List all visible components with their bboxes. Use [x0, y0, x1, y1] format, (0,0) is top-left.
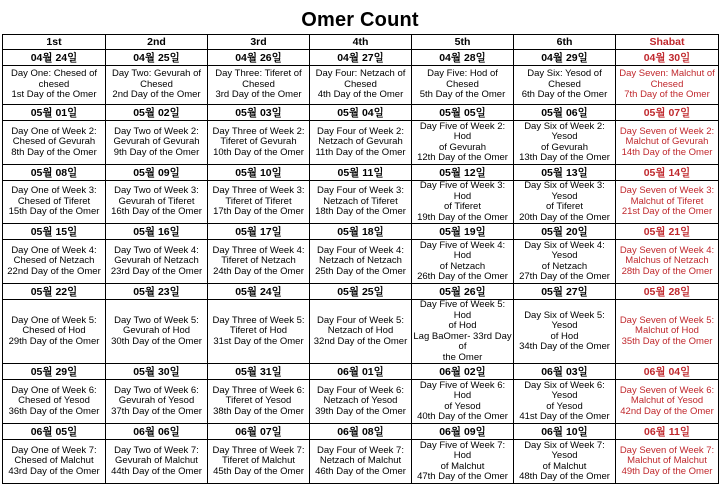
- description-line: 22nd Day of the Omer: [7, 265, 101, 277]
- day-description-cell: [106, 121, 208, 165]
- date-cell: 05월 11일: [310, 165, 412, 181]
- description-line: 23rd Day of the Omer: [110, 265, 203, 277]
- day-description-cell: [208, 181, 310, 224]
- description-line: Day Three of Week 7:: [212, 444, 305, 456]
- day-description-cell: [616, 121, 719, 165]
- description-line: Tiferet of Tiferet: [225, 195, 292, 207]
- description-line: 21st Day of the Omer: [621, 206, 713, 218]
- date-cell: 05월 19일: [412, 224, 514, 240]
- day-description-cell: [412, 300, 514, 364]
- description-line: Day Two of Week 2:: [114, 125, 199, 137]
- day-description-cell: [3, 240, 106, 284]
- description-line: 30th Day of the Omer: [111, 335, 202, 347]
- day-description-cell: [310, 121, 412, 165]
- day-description-cell: [106, 181, 208, 224]
- description-line: Netzach of Netzach: [319, 255, 402, 267]
- description-line: Day Five of Week 4: Hod: [419, 239, 506, 261]
- description-line: Chesed of Malchut: [14, 455, 94, 467]
- column-header-shabat: Shabat: [616, 35, 719, 50]
- description-line: Chesed of Gevurah: [12, 136, 96, 148]
- description-line: Day Three of Week 4:: [212, 244, 305, 256]
- description-line: Day Four of Week 3:: [317, 185, 404, 197]
- date-cell: 04월 25일: [106, 50, 208, 66]
- description-row: [3, 240, 719, 284]
- description-line: Tiferet of Yesod: [225, 395, 292, 407]
- day-description-cell: [514, 240, 616, 284]
- description-line: 8th Day of the Omer: [11, 146, 97, 158]
- date-cell: 05월 22일: [3, 284, 106, 300]
- description-line: Day One of Week 7:: [11, 444, 97, 456]
- description-line: 35th Day of the Omer: [621, 335, 713, 347]
- date-row: [3, 105, 719, 121]
- description-line: 2nd Day of the Omer: [112, 89, 201, 101]
- date-cell: 04월 30일: [616, 50, 719, 66]
- description-line: Day Two of Week 4:: [114, 244, 199, 256]
- description-line: of Gevurah: [541, 141, 588, 153]
- description-line: Day Four of Week 7:: [317, 444, 404, 456]
- description-line: Tiferet of Malchut: [221, 455, 296, 467]
- description-line: Day Two of Week 7:: [114, 444, 199, 456]
- description-line: Netzach of Tiferet: [323, 195, 398, 207]
- description-row: [3, 300, 719, 364]
- description-row: [3, 121, 719, 165]
- date-cell: 05월 29일: [3, 364, 106, 380]
- description-line: Tiferet of Gevurah: [220, 136, 297, 148]
- day-description-cell: [412, 181, 514, 224]
- description-line: Tiferet of Hod: [229, 325, 288, 337]
- day-description-cell: [208, 66, 310, 105]
- description-line: Gevurah of Hod: [122, 325, 191, 337]
- day-description-cell: [616, 380, 719, 424]
- description-row: [3, 181, 719, 224]
- description-line: of Yesod: [546, 400, 583, 412]
- column-header-3rd: 3rd: [208, 35, 310, 50]
- date-cell: 05월 15일: [3, 224, 106, 240]
- day-description-cell: [412, 66, 514, 105]
- description-line: of Malchut: [542, 460, 587, 472]
- description-line: 36th Day of the Omer: [8, 405, 100, 417]
- day-description-cell: [616, 240, 719, 284]
- description-row: [3, 440, 719, 484]
- description-line: 9th Day of the Omer: [113, 146, 200, 158]
- description-line: Day Six of Week 2: Yesod: [524, 120, 605, 142]
- description-row: [3, 66, 719, 105]
- date-cell: 05월 24일: [208, 284, 310, 300]
- omer-calendar-table: [2, 34, 719, 484]
- date-cell: 05월 09일: [106, 165, 208, 181]
- description-line: of Hod: [550, 330, 579, 342]
- column-header-1st: 1st: [3, 35, 106, 50]
- description-line: 48th Day of the Omer: [519, 471, 610, 482]
- description-line: Malchus of Netzach: [625, 255, 709, 267]
- day-description-cell: [106, 380, 208, 424]
- description-line: Day Seven of Week 7:: [619, 444, 715, 456]
- description-line: 4th Day of the Omer: [317, 89, 404, 101]
- day-description-cell: [616, 181, 719, 224]
- day-description-cell: [412, 440, 514, 484]
- date-cell: 05월 05일: [412, 105, 514, 121]
- description-line: Day Five of Week 2: Hod: [419, 120, 506, 142]
- description-line: Day Seven: Malchut of: [619, 68, 715, 80]
- description-line: 37th Day of the Omer: [111, 405, 202, 417]
- day-description-cell: [208, 300, 310, 364]
- description-line: Malchut of Hod: [635, 325, 699, 337]
- day-description-cell: [208, 240, 310, 284]
- date-cell: 06월 03일: [514, 364, 616, 380]
- description-line: Day Seven of Week 6:: [619, 384, 715, 396]
- description-line: Day One of Week 3:: [11, 185, 97, 197]
- day-description-cell: [106, 66, 208, 105]
- day-description-cell: [208, 121, 310, 165]
- description-line: Tiferet of Netzach: [221, 255, 296, 267]
- date-cell: 05월 18일: [310, 224, 412, 240]
- description-line: Day Three of Week 5:: [212, 314, 305, 326]
- description-line: of Hod: [448, 320, 477, 331]
- description-line: 49th Day of the Omer: [621, 465, 713, 477]
- date-cell: 04월 28일: [412, 50, 514, 66]
- description-line: Day Six of Week 3: Yesod: [524, 180, 605, 202]
- description-line: 25th Day of the Omer: [315, 265, 406, 277]
- description-line: 31st Day of the Omer: [213, 335, 304, 347]
- day-description-cell: [514, 181, 616, 224]
- description-line: Day Four of Week 2:: [317, 125, 404, 137]
- description-line: Day Six of Week 4: Yesod: [524, 239, 605, 261]
- description-line: 40th Day of the Omer: [417, 411, 508, 422]
- date-cell: 06월 10일: [514, 424, 616, 440]
- description-line: Day Three of Week 6:: [212, 384, 305, 396]
- column-header-4th: 4th: [310, 35, 412, 50]
- date-cell: 05월 14일: [616, 165, 719, 181]
- description-line: 3rd Day of the Omer: [215, 89, 302, 101]
- day-description-cell: [514, 66, 616, 105]
- description-line: Netzach of Yesod: [323, 395, 398, 407]
- description-line: 11th Day of the Omer: [315, 146, 406, 158]
- day-description-cell: [3, 66, 106, 105]
- description-line: Day Three of Week 2:: [212, 125, 305, 137]
- date-row: [3, 424, 719, 440]
- day-description-cell: [3, 380, 106, 424]
- description-line: Day Six of Week 5: Yesod: [524, 309, 605, 331]
- description-line: Chesed of Tiferet: [17, 195, 91, 207]
- description-line: 24th Day of the Omer: [213, 265, 304, 277]
- description-line: of Malchut: [440, 460, 485, 472]
- description-line: Day One of Week 4:: [11, 244, 97, 256]
- description-line: 41st Day of the Omer: [519, 411, 610, 422]
- description-line: Day Five of Week 3: Hod: [419, 180, 506, 202]
- date-cell: 05월 31일: [208, 364, 310, 380]
- date-cell: 06월 05일: [3, 424, 106, 440]
- description-line: Malchut of Yesod: [630, 395, 704, 407]
- description-line: 42nd Day of the Omer: [620, 405, 714, 417]
- description-line: Day Five of Week 5: Hod: [419, 299, 506, 321]
- date-row: [3, 50, 719, 66]
- date-cell: 05월 08일: [3, 165, 106, 181]
- date-row: [3, 284, 719, 300]
- description-line: 46th Day of the Omer: [315, 465, 406, 477]
- date-cell: 05월 12일: [412, 165, 514, 181]
- day-description-cell: [208, 440, 310, 484]
- date-cell: 05월 23일: [106, 284, 208, 300]
- day-description-cell: [412, 121, 514, 165]
- day-description-cell: [616, 440, 719, 484]
- description-line: Day Three: Tiferet of: [215, 68, 302, 80]
- description-line: of Netzach: [541, 260, 588, 272]
- day-description-cell: [3, 440, 106, 484]
- description-line: of Tiferet: [546, 201, 583, 212]
- description-line: Chesed: [140, 78, 173, 90]
- description-line: 10th Day of the Omer: [213, 146, 304, 158]
- description-line: the Omer: [442, 351, 483, 363]
- description-line: 26th Day of the Omer: [417, 271, 508, 282]
- day-description-cell: [310, 240, 412, 284]
- description-line: Chesed: [344, 78, 377, 90]
- description-line: of Yesod: [444, 400, 481, 412]
- date-row: [3, 165, 719, 181]
- date-cell: 05월 04일: [310, 105, 412, 121]
- date-cell: 05월 06일: [514, 105, 616, 121]
- date-cell: 04월 24일: [3, 50, 106, 66]
- date-cell: 05월 10일: [208, 165, 310, 181]
- day-description-cell: [514, 121, 616, 165]
- description-line: Netzach of Gevurah: [318, 136, 403, 148]
- description-row: [3, 380, 719, 424]
- date-cell: 04월 29일: [514, 50, 616, 66]
- description-line: 34th Day of the Omer: [519, 341, 610, 352]
- day-description-cell: [310, 181, 412, 224]
- description-line: Lag BaOmer- 33rd Day of: [413, 330, 512, 352]
- date-cell: 04월 26일: [208, 50, 310, 66]
- description-line: 32nd Day of the Omer: [313, 335, 408, 347]
- description-line: 20th Day of the Omer: [519, 211, 610, 223]
- date-cell: 06월 02일: [412, 364, 514, 380]
- day-description-cell: [310, 440, 412, 484]
- description-line: 12th Day of the Omer: [417, 152, 508, 163]
- description-line: Day Four of Week 5:: [317, 314, 404, 326]
- description-line: Netzach of Malchut: [319, 455, 402, 467]
- description-line: 1st Day of the Omer: [11, 89, 97, 101]
- description-line: Day One of Week 6:: [11, 384, 97, 396]
- day-description-cell: [412, 380, 514, 424]
- description-line: Day Four of Week 4:: [317, 244, 404, 256]
- date-cell: 06월 11일: [616, 424, 719, 440]
- day-description-cell: [514, 300, 616, 364]
- description-line: Chesed of Hod: [22, 325, 86, 337]
- description-line: 39th Day of the Omer: [315, 405, 406, 417]
- date-cell: 05월 20일: [514, 224, 616, 240]
- description-line: Malchut of Tiferet: [630, 195, 704, 207]
- description-line: Gevurah of Malchut: [115, 455, 198, 467]
- description-line: Netzach of Hod: [327, 325, 394, 337]
- date-cell: 05월 17일: [208, 224, 310, 240]
- description-line: Gevurah of Netzach: [114, 255, 199, 267]
- date-cell: 05월 13일: [514, 165, 616, 181]
- day-description-cell: [310, 300, 412, 364]
- description-line: Day Three of Week 3:: [212, 185, 305, 197]
- column-header-5th: 5th: [412, 35, 514, 50]
- description-line: 14th Day of the Omer: [621, 146, 713, 158]
- description-line: Day Two of Week 3:: [114, 185, 199, 197]
- day-description-cell: [616, 66, 719, 105]
- description-line: Day Seven of Week 2:: [619, 125, 715, 137]
- description-line: Day One: Chesed of: [10, 68, 98, 80]
- description-line: of Netzach: [439, 260, 486, 272]
- description-line: 29th Day of the Omer: [8, 335, 100, 347]
- day-description-cell: [3, 181, 106, 224]
- description-line: Day One of Week 5:: [11, 314, 97, 326]
- description-line: 43rd Day of the Omer: [8, 465, 100, 477]
- date-cell: 05월 07일: [616, 105, 719, 121]
- description-line: Malchut of Malchut: [627, 455, 707, 467]
- description-line: Day Five: Hod of Chesed: [427, 68, 498, 90]
- description-line: Day Five of Week 7: Hod: [419, 439, 506, 461]
- description-line: Day Two of Week 5:: [114, 314, 199, 326]
- description-line: Day Two: Gevurah of: [111, 68, 202, 80]
- description-line: 16th Day of the Omer: [111, 206, 202, 218]
- description-line: 47th Day of the Omer: [417, 471, 508, 482]
- description-line: 45th Day of the Omer: [213, 465, 304, 477]
- description-line: Day Two of Week 6:: [114, 384, 199, 396]
- description-line: 44th Day of the Omer: [111, 465, 202, 477]
- description-line: 38th Day of the Omer: [213, 405, 304, 417]
- description-line: 13th Day of the Omer: [519, 152, 610, 163]
- day-description-cell: [3, 121, 106, 165]
- description-line: Gevurah of Gevurah: [113, 136, 200, 148]
- description-line: Day Six: Yesod of Chesed: [527, 68, 602, 90]
- description-line: of Tiferet: [444, 201, 481, 212]
- date-cell: 05월 03일: [208, 105, 310, 121]
- column-header-6th: 6th: [514, 35, 616, 50]
- description-line: Gevurah of Yesod: [118, 395, 195, 407]
- description-line: Day Four of Week 6:: [317, 384, 404, 396]
- day-description-cell: [310, 66, 412, 105]
- description-line: Day Five of Week 6: Hod: [419, 379, 506, 401]
- description-line: 6th Day of the Omer: [521, 89, 608, 101]
- description-line: Chesed of Yesod: [18, 395, 90, 407]
- description-line: Gevurah of Tiferet: [118, 195, 195, 207]
- column-header-2nd: 2nd: [106, 35, 208, 50]
- description-line: 19th Day of the Omer: [417, 211, 508, 223]
- date-cell: 06월 01일: [310, 364, 412, 380]
- date-cell: 06월 09일: [412, 424, 514, 440]
- date-cell: 06월 04일: [616, 364, 719, 380]
- date-cell: 05월 27일: [514, 284, 616, 300]
- description-line: 5th Day of the Omer: [419, 89, 506, 101]
- header-row: [3, 35, 719, 50]
- date-cell: 06월 08일: [310, 424, 412, 440]
- date-cell: 05월 02일: [106, 105, 208, 121]
- description-line: 28th Day of the Omer: [621, 265, 713, 277]
- description-line: 18th Day of the Omer: [315, 206, 406, 218]
- description-line: Day Seven of Week 5:: [619, 314, 715, 326]
- description-line: Chesed: [242, 78, 275, 90]
- date-cell: 06월 07일: [208, 424, 310, 440]
- description-line: Malchut of Gevurah: [625, 136, 709, 148]
- day-description-cell: [208, 380, 310, 424]
- day-description-cell: [616, 300, 719, 364]
- description-line: 15th Day of the Omer: [8, 206, 100, 218]
- description-line: of Gevurah: [439, 141, 486, 153]
- date-cell: 05월 28일: [616, 284, 719, 300]
- day-description-cell: [310, 380, 412, 424]
- day-description-cell: [514, 380, 616, 424]
- date-cell: 05월 16일: [106, 224, 208, 240]
- description-line: Chesed of Netzach: [13, 255, 95, 267]
- description-line: Day Seven of Week 4:: [619, 244, 715, 256]
- description-line: chesed: [38, 78, 70, 90]
- date-cell: 05월 26일: [412, 284, 514, 300]
- day-description-cell: [106, 440, 208, 484]
- description-line: Day Seven of Week 3:: [619, 185, 715, 197]
- date-cell: 05월 01일: [3, 105, 106, 121]
- description-line: Chesed: [650, 78, 684, 90]
- description-line: 27th Day of the Omer: [519, 271, 610, 282]
- day-description-cell: [514, 440, 616, 484]
- date-cell: 04월 27일: [310, 50, 412, 66]
- page-title: Omer Count: [301, 9, 419, 31]
- description-line: 17th Day of the Omer: [213, 206, 304, 218]
- day-description-cell: [3, 300, 106, 364]
- day-description-cell: [412, 240, 514, 284]
- description-line: Day One of Week 2:: [11, 125, 97, 137]
- description-line: Day Four: Netzach of: [315, 68, 406, 80]
- date-row: [3, 224, 719, 240]
- description-line: 7th Day of the Omer: [624, 89, 710, 101]
- date-cell: 05월 21일: [616, 224, 719, 240]
- description-line: Day Six of Week 7: Yesod: [524, 439, 605, 461]
- date-row: [3, 364, 719, 380]
- date-cell: 05월 25일: [310, 284, 412, 300]
- date-cell: 05월 30일: [106, 364, 208, 380]
- day-description-cell: [106, 300, 208, 364]
- date-cell: 06월 06일: [106, 424, 208, 440]
- description-line: Day Six of Week 6: Yesod: [524, 379, 605, 401]
- day-description-cell: [106, 240, 208, 284]
